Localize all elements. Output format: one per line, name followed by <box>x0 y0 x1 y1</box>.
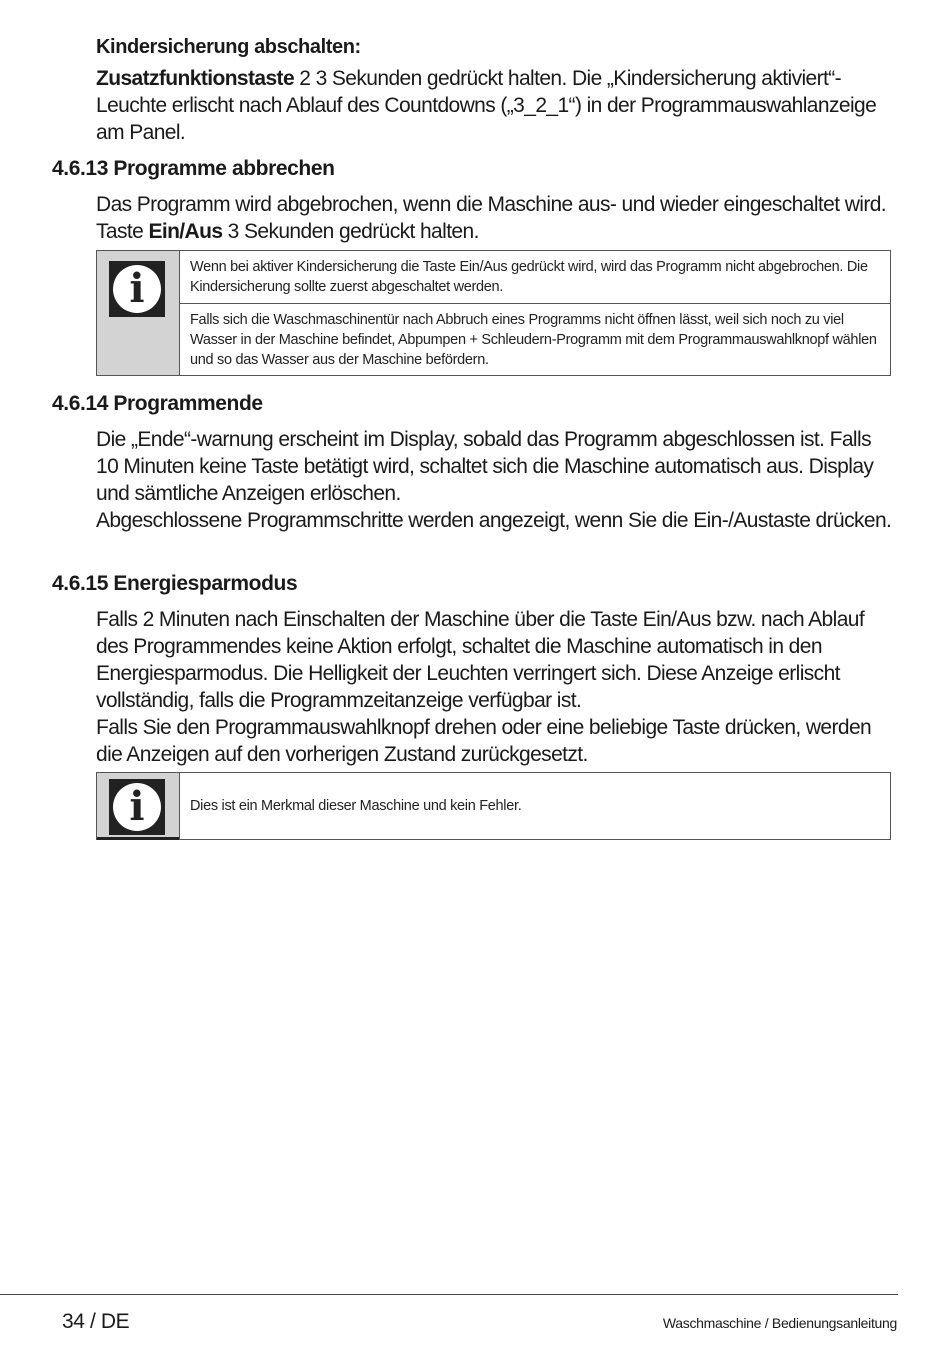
info-row-2: Falls sich die Waschmaschinentür nach Abbruch eines Programms nicht öffnen lässt, weil sich noch zu viel Wasser in der Maschine befindet, Abpumpen + Schleudern-Programm mit dem Programmauswahlknopf wählen und so das Wasser aus der Maschine befördern. <box>190 312 877 368</box>
text-abbrechen-a: Das Programm wird abgebrochen, wenn die Maschine aus- und wieder eingeschaltet wird. Taste <box>96 193 887 243</box>
info-icon-column <box>97 251 179 375</box>
info-row-1: Wenn bei aktiver Kindersicherung die Taste Ein/Aus gedrückt wird, wird das Programm nicht abgebrochen. Die Kindersicherung sollte zuerst abgeschaltet werden. <box>190 259 868 295</box>
text-abbrechen-b: 3 Sekunden gedrückt halten. <box>222 220 479 243</box>
text-programmende-1: Die „Ende“-warnung erscheint im Display, sobald das Programm abgeschlossen ist. Falls 10 Minuten keine Taste betätigt wird, schaltet sich die Maschine automatisch aus. Display und sämtliche Anzeigen erlöschen. <box>96 428 874 505</box>
info-box-energiesparmodus <box>96 772 891 840</box>
bold-zusatzfunktionstaste: Zusatzfunktionstaste <box>96 67 295 90</box>
heading-4-6-13: 4.6.13 Programme abbrechen <box>52 157 335 180</box>
info-box-abbrechen <box>96 250 891 376</box>
document-title: Waschmaschine / Bedienungsanleitung <box>662 1315 897 1331</box>
subheading-kindersicherung: Kindersicherung abschalten: <box>96 36 361 58</box>
info-row-divider <box>180 303 890 304</box>
footer-divider <box>0 1294 898 1295</box>
text-energiesparmodus-1: Falls 2 Minuten nach Einschalten der Maschine über die Taste Ein/Aus bzw. nach Ablauf des Programmendes keine Aktion erfolgt, schaltet die Maschine automatisch in den Energiesparmodus. Die Helligkeit der Leuchten verringert sich. Diese Anzeige erlischt vollständig, falls die Programmzeitanzeige verfügbar ist. <box>96 608 865 712</box>
info-text-column <box>179 251 890 375</box>
heading-4-6-14: 4.6.14 Programmende <box>52 392 263 415</box>
text-energiesparmodus-2: Falls Sie den Programmauswahlknopf drehen oder eine beliebige Taste drücken, werden die Anzeigen auf den vorherigen Zustand zurückgesetzt. <box>96 716 872 766</box>
paragraph-energiesparmodus <box>96 606 896 768</box>
paragraph-programme-abbrechen <box>96 191 896 245</box>
page-number: 34 / DE <box>62 1310 130 1333</box>
info-icon: i <box>109 779 165 835</box>
info-icon-column <box>97 773 179 839</box>
icon-underline <box>97 837 179 840</box>
text-kindersicherung: 2 3 Sekunden gedrückt halten. Die „Kindersicherung aktiviert“-Leuchte erlischt nach Ablauf des Countdowns („3_2_1“) in der Programmauswahlanzeige am Panel. <box>96 67 877 144</box>
paragraph-programmende <box>96 426 896 534</box>
bold-ein-aus: Ein/Aus <box>148 220 223 243</box>
heading-4-6-15: 4.6.15 Energiesparmodus <box>52 572 298 595</box>
info-icon: i <box>109 261 165 317</box>
paragraph-kindersicherung <box>96 65 896 146</box>
text-programmende-2: Abgeschlossene Programmschritte werden angezeigt, wenn Sie die Ein-/Austaste drücken. <box>96 509 892 532</box>
info-row-1: Dies ist ein Merkmal dieser Maschine und kein Fehler. <box>190 798 522 814</box>
info-text-column <box>179 773 890 839</box>
